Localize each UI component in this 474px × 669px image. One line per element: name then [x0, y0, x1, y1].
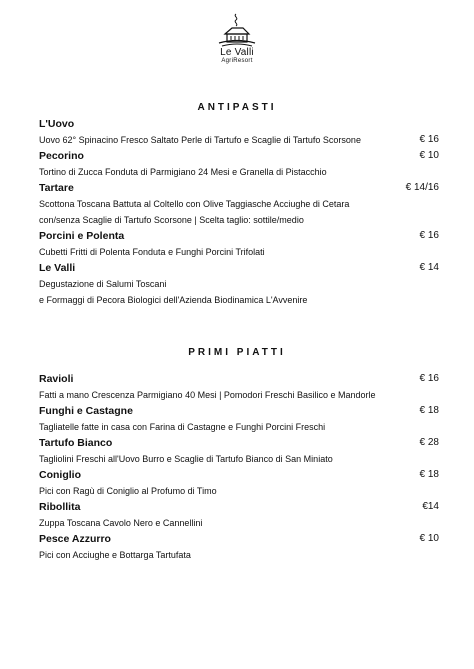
menu-item-ravioli	[39, 371, 439, 403]
item-description: Cubetti Fritti di Polenta Fonduta e Funghi Porcini Trifolati	[39, 247, 265, 257]
menu-item-pesce-azzurro	[39, 531, 439, 563]
item-name: Ravioli	[39, 373, 74, 385]
primi-list	[39, 371, 439, 563]
item-price: € 28	[419, 437, 439, 448]
menu-item-luovo	[39, 116, 439, 148]
item-price: € 14	[419, 262, 439, 273]
item-name: Le Valli	[39, 262, 76, 274]
item-name: Pesce Azzurro	[39, 533, 111, 545]
menu-item-pecorino	[39, 148, 439, 180]
item-price: €14	[422, 501, 439, 512]
item-description: Tagliatelle fatte in casa con Farina di Castagne e Funghi Porcini Freschi	[39, 422, 326, 432]
item-name: Ribollita	[39, 501, 81, 513]
item-price: € 10	[419, 150, 439, 161]
item-name: Coniglio	[39, 469, 81, 481]
item-name: Funghi e Castagne	[39, 405, 133, 417]
item-price: € 18	[419, 469, 439, 480]
item-price: € 16	[419, 230, 439, 241]
item-name: Tartare	[39, 182, 74, 194]
item-description: Zuppa Toscana Cavolo Nero e Cannellini	[39, 518, 203, 528]
item-description-2: con/senza Scaglie di Tartufo Scorsone | Scelta taglio: sottile/medio	[39, 215, 304, 225]
item-description: Pici con Acciughe e Bottarga Tartufata	[39, 550, 191, 560]
item-description: Tagliolini Freschi all'Uovo Burro e Scaglie di Tartufo Bianco di San Miniato	[39, 454, 333, 464]
logo-name: Le Valli	[220, 47, 254, 58]
menu-item-porcini-polenta	[39, 228, 439, 260]
section-title-antipasti: ANTIPASTI	[197, 102, 277, 113]
item-name: L'Uovo	[39, 118, 75, 130]
menu-item-ribollita	[39, 499, 439, 531]
item-name: Tartufo Bianco	[39, 437, 113, 449]
item-description: Pici con Ragù di Coniglio al Profumo di Timo	[39, 486, 217, 496]
item-price: € 16	[419, 134, 439, 145]
item-description: Uovo 62° Spinacino Fresco Saltato Perle di Tartufo e Scaglie di Tartufo Scorsone	[39, 135, 361, 145]
menu-item-tartare	[39, 180, 439, 228]
item-price: € 18	[419, 405, 439, 416]
section-title-primi-piatti: PRIMI PIATTI	[188, 347, 286, 358]
item-description: Tortino di Zucca Fonduta di Parmigiano 24 Mesi e Granella di Pistacchio	[39, 167, 327, 177]
menu-item-le-valli	[39, 260, 439, 308]
item-name: Pecorino	[39, 150, 84, 162]
item-price: € 10	[419, 533, 439, 544]
logo	[0, 12, 474, 65]
menu-item-funghi-castagne	[39, 403, 439, 435]
item-description: Degustazione di Salumi Toscani	[39, 279, 167, 289]
antipasti-list	[39, 116, 439, 308]
menu-item-coniglio	[39, 467, 439, 499]
item-name: Porcini e Polenta	[39, 230, 125, 242]
item-description-2: e Formaggi di Pecora Biologici dell'Azienda Biodinamica L'Avvenire	[39, 295, 308, 305]
logo-subtitle: AgriResort	[221, 58, 253, 64]
farmhouse-hills-icon	[217, 12, 257, 48]
item-price: € 14/16	[405, 182, 439, 193]
item-price: € 16	[419, 373, 439, 384]
menu-item-tartufo-bianco	[39, 435, 439, 467]
item-description: Fatti a mano Crescenza Parmigiano 40 Mesi | Pomodori Freschi Basilico e Mandorle	[39, 390, 376, 400]
item-description: Scottona Toscana Battuta al Coltello con Olive Taggiasche Acciughe di Cetara	[39, 199, 350, 209]
